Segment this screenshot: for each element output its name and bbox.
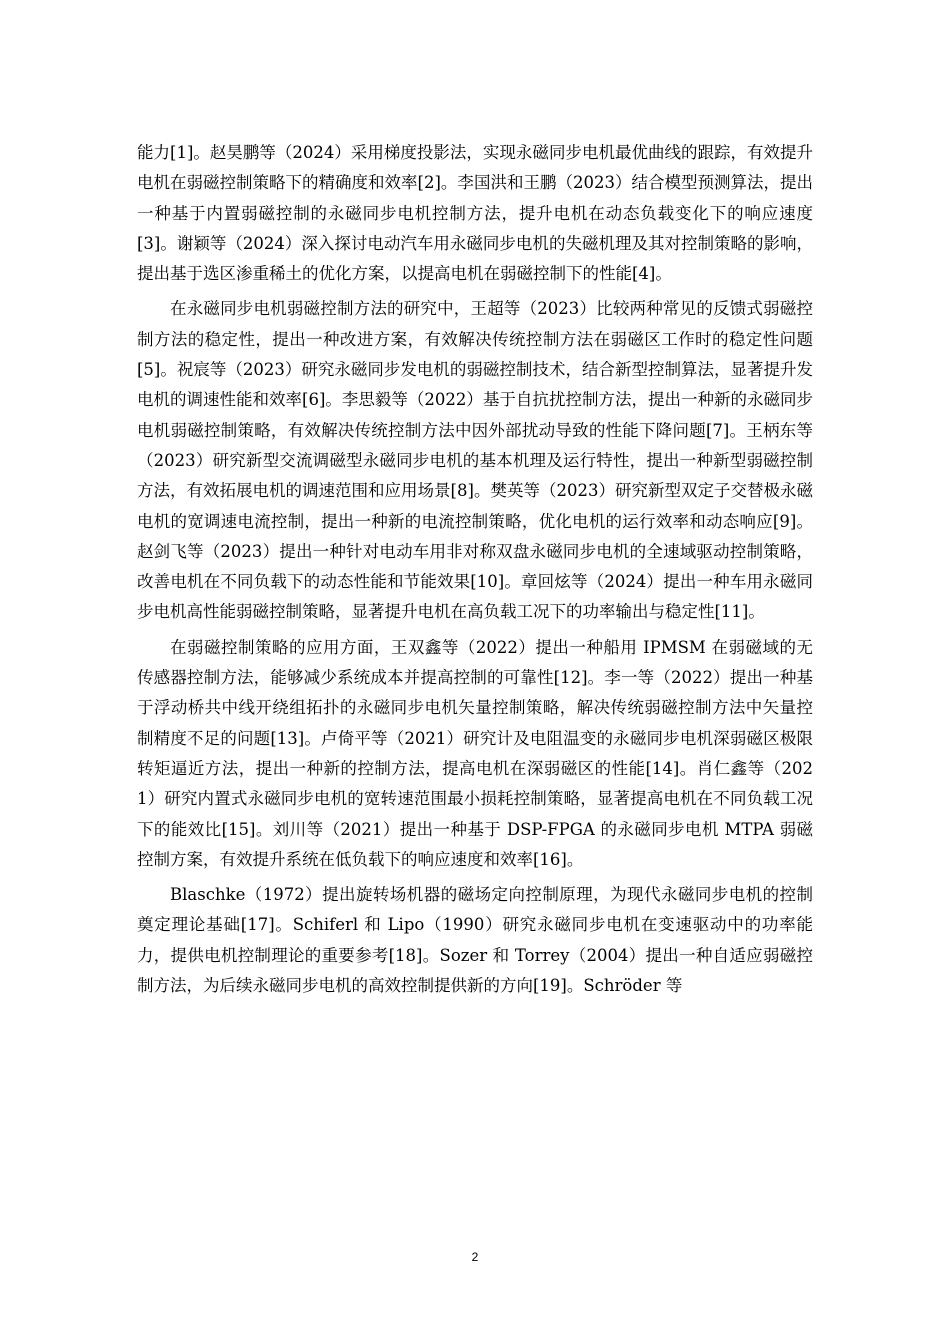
paragraph-2: 在永磁同步电机弱磁控制方法的研究中，王超等（2023）比较两种常见的反馈式弱磁控制方法的稳定性，提出一种改进方案，有效解决传统控制方法在弱磁区工作时的稳定性问题[5]。祝宸等（2023）研究永磁同步发电机的弱磁控制技术，结合新型控制算法，显著提升发电机的调速性能和效率[6]。李思毅等（2022）基于自抗扰控制方法，提出一种新的永磁同步电机弱磁控制策略，有效解决传统控制方法中因外部扰动导致的性能下降问题[7]。王柄东等（2023）研究新型交流调磁型永磁同步电机的基本机理及运行特性，提出一种新型弱磁控制方法，有效拓展电机的调速范围和应用场景[8]。樊英等（2023）研究新型双定子交替极永磁电机的宽调速电流控制，提出一种新的电流控制策略，优化电机的运行效率和动态响应[9]。赵剑飞等（2023）提出一种针对电动车用非对称双盘永磁同步电机的全速域驱动控制策略，改善电机在不同负载下的动态性能和节能效果[10]。章回炫等（2024）提出一种车用永磁同步电机高性能弱磁控制策略，显著提升电机在高负载工况下的功率输出与稳定性[11]。 <box>137 299 813 622</box>
paragraph-1: 能力[1]。赵昊鹏等（2024）采用梯度投影法，实现永磁同步电机最优曲线的跟踪，有效提升电机在弱磁控制策略下的精确度和效率[2]。李国洪和王鹏（2023）结合模型预测算法，提出一种基于内置弱磁控制的永磁同步电机控制方法，提升电机在动态负载变化下的响应速度[3]。谢颖等（2024）深入探讨电动汽车用永磁同步电机的失磁机理及其对控制策略的影响，提出基于选区渗重稀土的优化方案，以提高电机在弱磁控制下的性能[4]。 <box>137 143 813 284</box>
paragraph-3: 在弱磁控制策略的应用方面，王双鑫等（2022）提出一种船用 IPMSM 在弱磁域的无传感器控制方法，能够减少系统成本并提高控制的可靠性[12]。李一等（2022）提出一种基于浮动桥共中线开绕组拓扑的永磁同步电机矢量控制策略，解决传统弱磁控制方法中矢量控制精度不足的问题[13]。卢倚平等（2021）研究计及电阻温变的永磁同步电机深弱磁区极限转矩逼近方法，提出一种新的控制方法，提高电机在深弱磁区的性能[14]。肖仁鑫等（2021）研究内置式永磁同步电机的宽转速范围最小损耗控制策略，显著提高电机在不同负载工况下的能效比[15]。刘川等（2021）提出一种基于 DSP-FPGA 的永磁同步电机 MTPA 弱磁控制方案，有效提升系统在低负载下的响应速度和效率[16]。 <box>137 637 813 869</box>
document-body <box>137 138 813 1006</box>
paragraph-4: Blaschke（1972）提出旋转场机器的磁场定向控制原理，为现代永磁同步电机的控制奠定理论基础[17]。Schiferl 和 Lipo（1990）研究永磁同步电机在变速驱动中的功率能力，提供电机控制理论的重要参考[18]。Sozer 和 Torrey（2004）提出一种自适应弱磁控制方法，为后续永磁同步电机的高效控制提供新的方向[19]。Schröder 等 <box>137 885 813 996</box>
page-number: 2 <box>471 1250 479 1264</box>
